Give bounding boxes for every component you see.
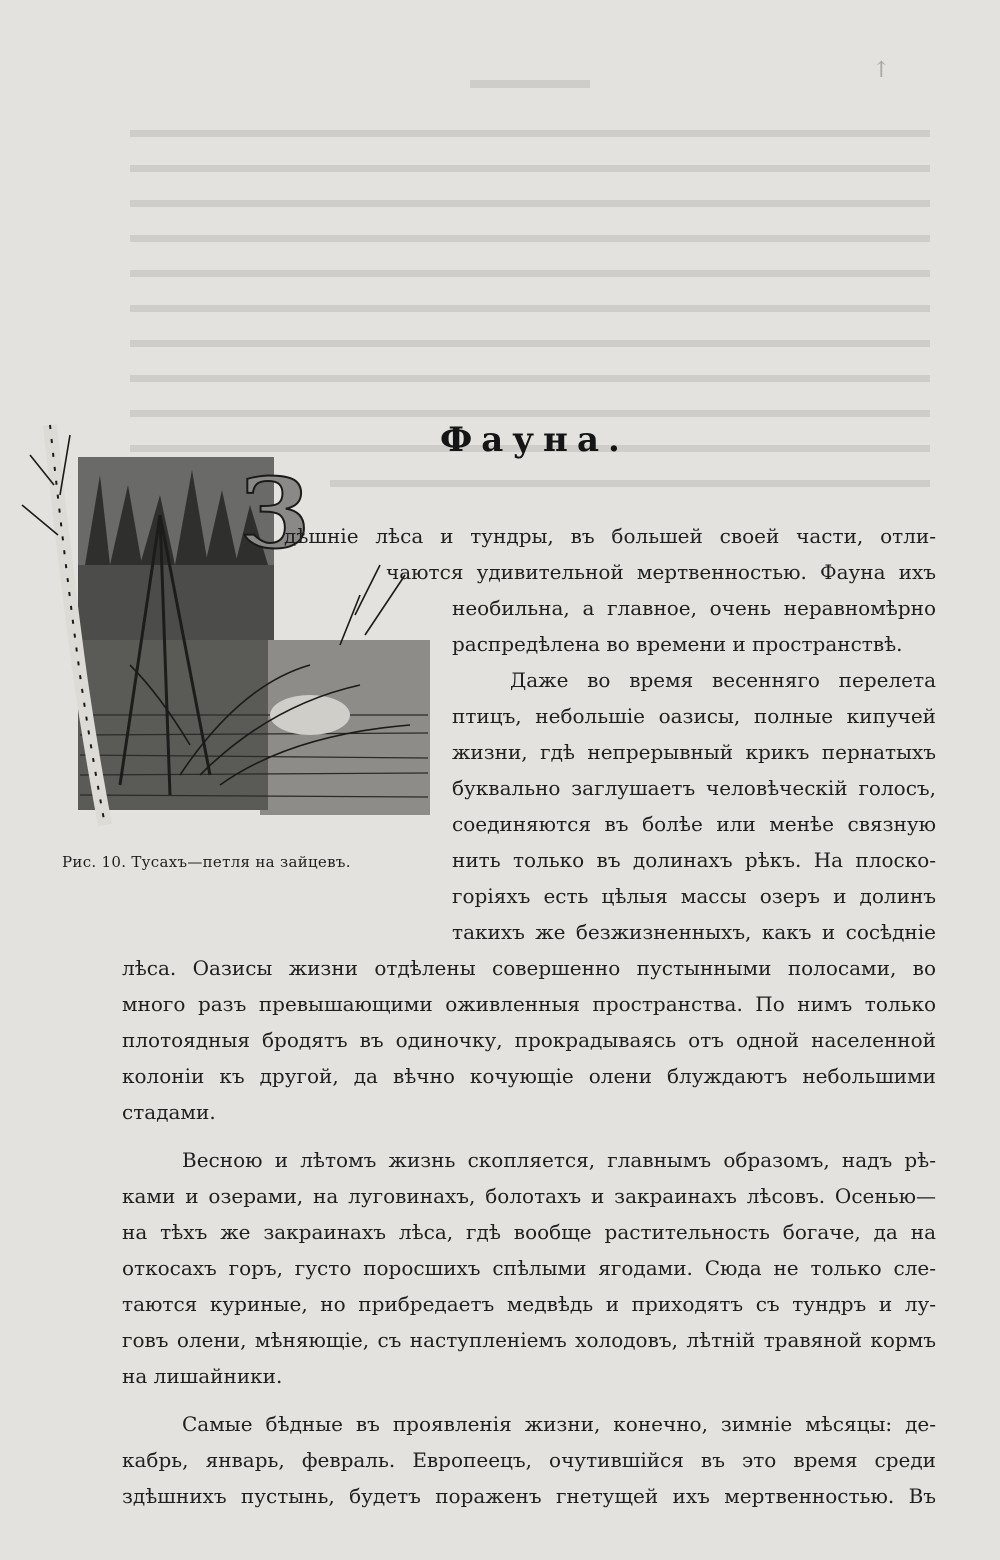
text-line: много разъ превышающими оживленныя пространства. По нимъ только (122, 992, 936, 1016)
text-line: колоніи къ другой, да вѣчно кочующіе олени блуждаютъ небольшими (122, 1064, 936, 1088)
text-line: ками и озерами, на луговинахъ, болотахъ и закраинахъ лѣсовъ. Осенью— (122, 1184, 936, 1208)
text-line: Даже во время весенняго перелета (510, 668, 936, 692)
text-line: такихъ же безжизненныхъ, какъ и сосѣдніе (452, 920, 936, 944)
text-line: на тѣхъ же закраинахъ лѣса, гдѣ вообще растительность богаче, да на (122, 1220, 936, 1244)
text-line: распредѣлена во времени и пространствѣ. (452, 632, 903, 656)
text-line: стадами. (122, 1100, 216, 1124)
text-line: дѣшніе лѣса и тундры, въ большей своей части, отли- (284, 524, 936, 548)
text-line: здѣшнихъ пустынь, будетъ пораженъ гнетущей ихъ мертвенностью. Въ (122, 1484, 936, 1508)
text-line: откосахъ горъ, густо поросшихъ спѣлыми ягодами. Сюда не только сле- (122, 1256, 936, 1280)
text-line: таются куриные, но прибредаетъ медвѣдь и приходятъ съ тундръ и лу- (122, 1292, 936, 1316)
text-line: жизни, гдѣ непрерывный крикъ пернатыхъ (452, 740, 936, 764)
text-line: лѣса. Оазисы жизни отдѣлены совершенно пустынными полосами, во (122, 956, 936, 980)
text-line: говъ олени, мѣняющіе, съ наступленіемъ холодовъ, лѣтній травяной кормъ (122, 1328, 936, 1352)
text-line: чаются удивительной мертвенностью. Фауна ихъ (386, 560, 936, 584)
text-line: птицъ, небольшіе оазисы, полные кипучей (452, 704, 936, 728)
engraving-illustration (10, 415, 430, 835)
text-line: плотоядныя бродятъ въ одиночку, прокрадываясь отъ одной населенной (122, 1028, 936, 1052)
text-line: Самые бѣдные въ проявленія жизни, конечно, зимніе мѣсяцы: де- (182, 1412, 936, 1436)
drop-cap-letter: З (240, 457, 310, 570)
text-line: соединяются въ болѣе или менѣе связную (452, 812, 936, 836)
bleed-through-page-number: ↑ (872, 58, 891, 83)
text-line: Весною и лѣтомъ жизнь скопляется, главнымъ образомъ, надъ рѣ- (182, 1148, 936, 1172)
figure-caption: Рис. 10. Тусахъ—петля на зайцевъ. (62, 853, 351, 871)
text-line: необильна, а главное, очень неравномѣрно (452, 596, 936, 620)
text-line: на лишайники. (122, 1364, 283, 1388)
snare-engraving (10, 415, 430, 835)
text-line: буквально заглушаетъ человѣческій голосъ, (452, 776, 936, 800)
section-heading: Фауна. (440, 420, 629, 460)
text-line: нить только въ долинахъ рѣкъ. На плоско- (452, 848, 936, 872)
text-line: кабрь, январь, февраль. Европеецъ, очутившійся въ это время среди (122, 1448, 936, 1472)
text-line: горіяхъ есть цѣлыя массы озеръ и долинъ (452, 884, 936, 908)
